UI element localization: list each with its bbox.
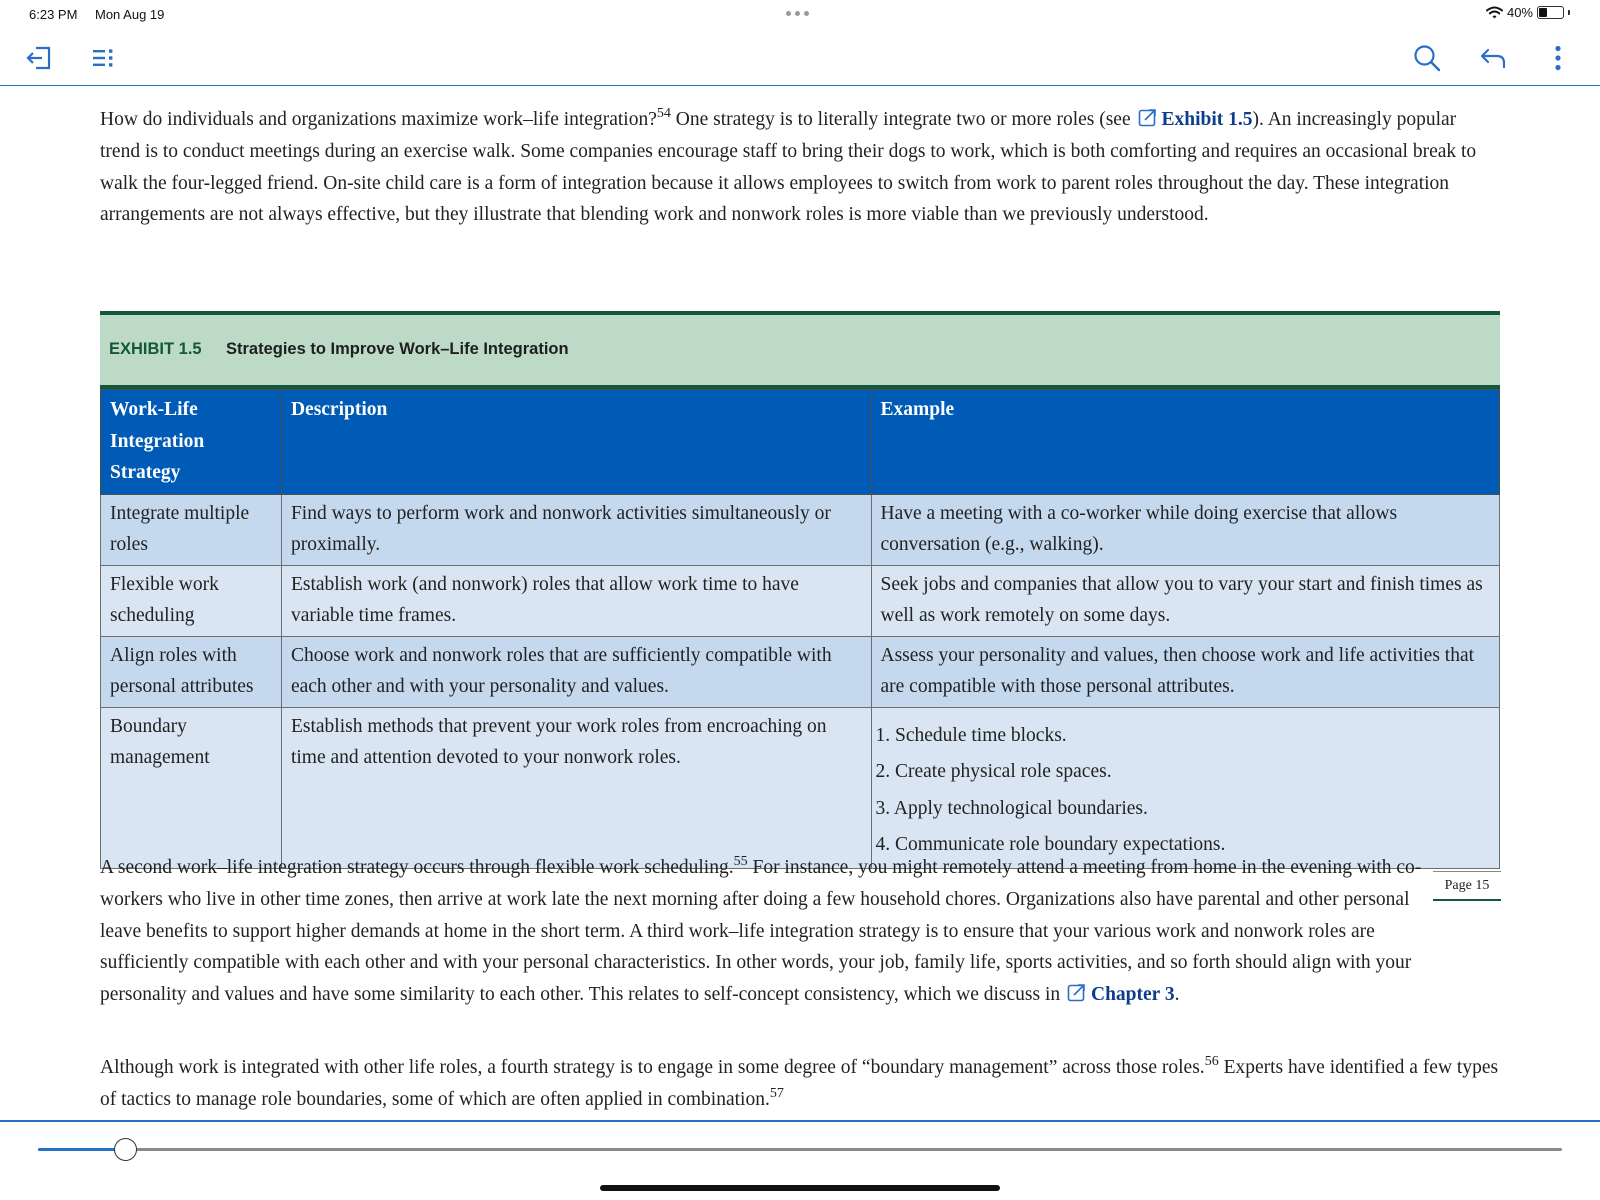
table-row [101,494,1500,565]
battery-percent: 40% [1506,5,1533,20]
description-cell: Establish methods that prevent your work roles from encroaching on time and attention devoted to your nonwork roles. [281,707,871,868]
paragraph-text: . [1174,984,1180,1006]
slider-thumb[interactable] [114,1138,137,1161]
external-link-icon [1067,982,1087,1002]
exhibit-title: Strategies to Improve Work–Life Integration [226,340,569,358]
header-description: Description [281,390,871,495]
intro-paragraph [100,104,1500,231]
page-number-marker: Page 15 [1433,871,1501,901]
home-indicator[interactable] [600,1185,1000,1191]
intro-text: ). An increasingly popular trend is to conduct meetings during an exercise walk. Some companies encourage staff to bring their dogs to work, which is both comforting and requires an occasional break to walk the four-legged friend. On-site child care is a form of integration because it allows employees to switch from work to parent roles throughout the day. These integration arrangements are not always effective, but they illustrate that blending work and nonwork roles is more viable than we previously understood. [100,109,1477,226]
intro-text: How do individuals and organizations maximize work–life integration? [100,109,657,130]
wifi-icon [1486,6,1503,19]
more-icon [1554,45,1562,71]
search-icon [1413,44,1441,72]
table-row [101,565,1500,636]
intro-text: One strategy is to literally integrate two or more roles (see [670,109,1136,130]
multitasking-dots-icon[interactable] [786,11,809,16]
example-cell: Assess your personality and values, then choose work and life activities that are compatible with those personal attributes. [871,636,1500,707]
slider-progress [38,1148,125,1151]
table-of-contents-button[interactable] [84,38,124,78]
paragraph-text: Experts have identified a few types of tactics to manage role boundaries, some of which are often applied in combination. [100,1057,1499,1110]
list-item: 3. Apply technological boundaries. [875,797,1148,819]
strategy-cell: Flexible work scheduling [101,565,282,636]
footnote-ref-57[interactable]: 57 [769,1085,784,1101]
chapter-link[interactable]: Chapter 3 [1091,984,1175,1006]
exhibit-table [100,389,1500,869]
header-example: Example [871,390,1500,495]
list-item: 4. Communicate role boundary expectations. [875,834,1226,856]
footnote-ref-56[interactable]: 56 [1204,1054,1219,1069]
paragraph-text: A second work–life integration strategy occurs through flexible work scheduling. [100,857,734,878]
exhibit-header [100,311,1500,389]
paragraph-text: For instance, you might remotely attend a meeting from home in the evening with co-workers who live in other time zones, then arrive at work late the next morning after doing a few household chores. Organizations also have parental and other personal leave benefits to support higher demands at home in the short term. A third work–life integration strategy is to ensure that your various work and nonwork roles are sufficiently compatible with each other and with your personal characteristics. In other words, your job, family life, sports activities, and so forth should align with your personality and values and have some similarity to each other. This relates to self-concept consistency, which we discuss in [100,857,1422,1006]
more-options-button[interactable] [1538,38,1578,78]
strategy-cell: Boundary management [101,707,282,868]
example-cell: Seek jobs and companies that allow you to vary your start and finish times as well as work remotely on some days. [871,565,1500,636]
battery-icon [1537,6,1564,19]
search-button[interactable] [1407,38,1447,78]
table-header-row [101,390,1500,495]
bottom-divider [0,1120,1600,1122]
third-paragraph [100,1052,1500,1116]
back-icon [1480,47,1506,69]
slider-track[interactable] [38,1148,1562,1151]
list-item: 1. Schedule time blocks. [875,724,1067,746]
status-time: 6:23 PM [29,7,78,22]
description-cell: Choose work and nonwork roles that are sufficiently compatible with each other and with your personality and values. [281,636,871,707]
exhibit-link[interactable]: Exhibit 1.5 [1161,109,1253,130]
external-link-icon [1138,107,1158,127]
status-date: Mon Aug 19 [95,7,165,22]
example-list [875,711,1491,864]
exhibit-label: EXHIBIT 1.5 [109,340,202,358]
header-strategy: Work-Life Integration Strategy [101,390,282,495]
battery-tip [1568,10,1570,15]
table-row [101,707,1500,868]
reading-pane[interactable] [0,87,1600,1120]
strategy-cell: Integrate multiple roles [101,494,282,565]
description-cell: Establish work (and nonwork) roles that allow work time to have variable time frames. [281,565,871,636]
contents-icon [92,48,116,68]
footnote-ref-54[interactable]: 54 [656,106,671,121]
status-bar [0,0,1600,30]
second-paragraph [100,852,1425,1011]
paragraph-text: Although work is integrated with other life roles, a fourth strategy is to engage in some degree of “boundary management” across those roles. [100,1057,1205,1078]
footnote-ref-55[interactable]: 55 [733,854,748,869]
example-cell [871,707,1500,868]
exit-button[interactable] [19,38,59,78]
page-slider[interactable] [38,1138,1562,1162]
reader-toolbar [0,30,1600,86]
strategy-cell: Align roles with personal attributes [101,636,282,707]
back-button[interactable] [1473,38,1513,78]
description-cell: Find ways to perform work and nonwork activities simultaneously or proximally. [281,494,871,565]
status-indicators [1486,5,1570,20]
table-row [101,636,1500,707]
exit-icon [25,45,53,71]
example-cell: Have a meeting with a co-worker while doing exercise that allows conversation (e.g., walking). [871,494,1500,565]
list-item: 2. Create physical role spaces. [875,761,1112,783]
